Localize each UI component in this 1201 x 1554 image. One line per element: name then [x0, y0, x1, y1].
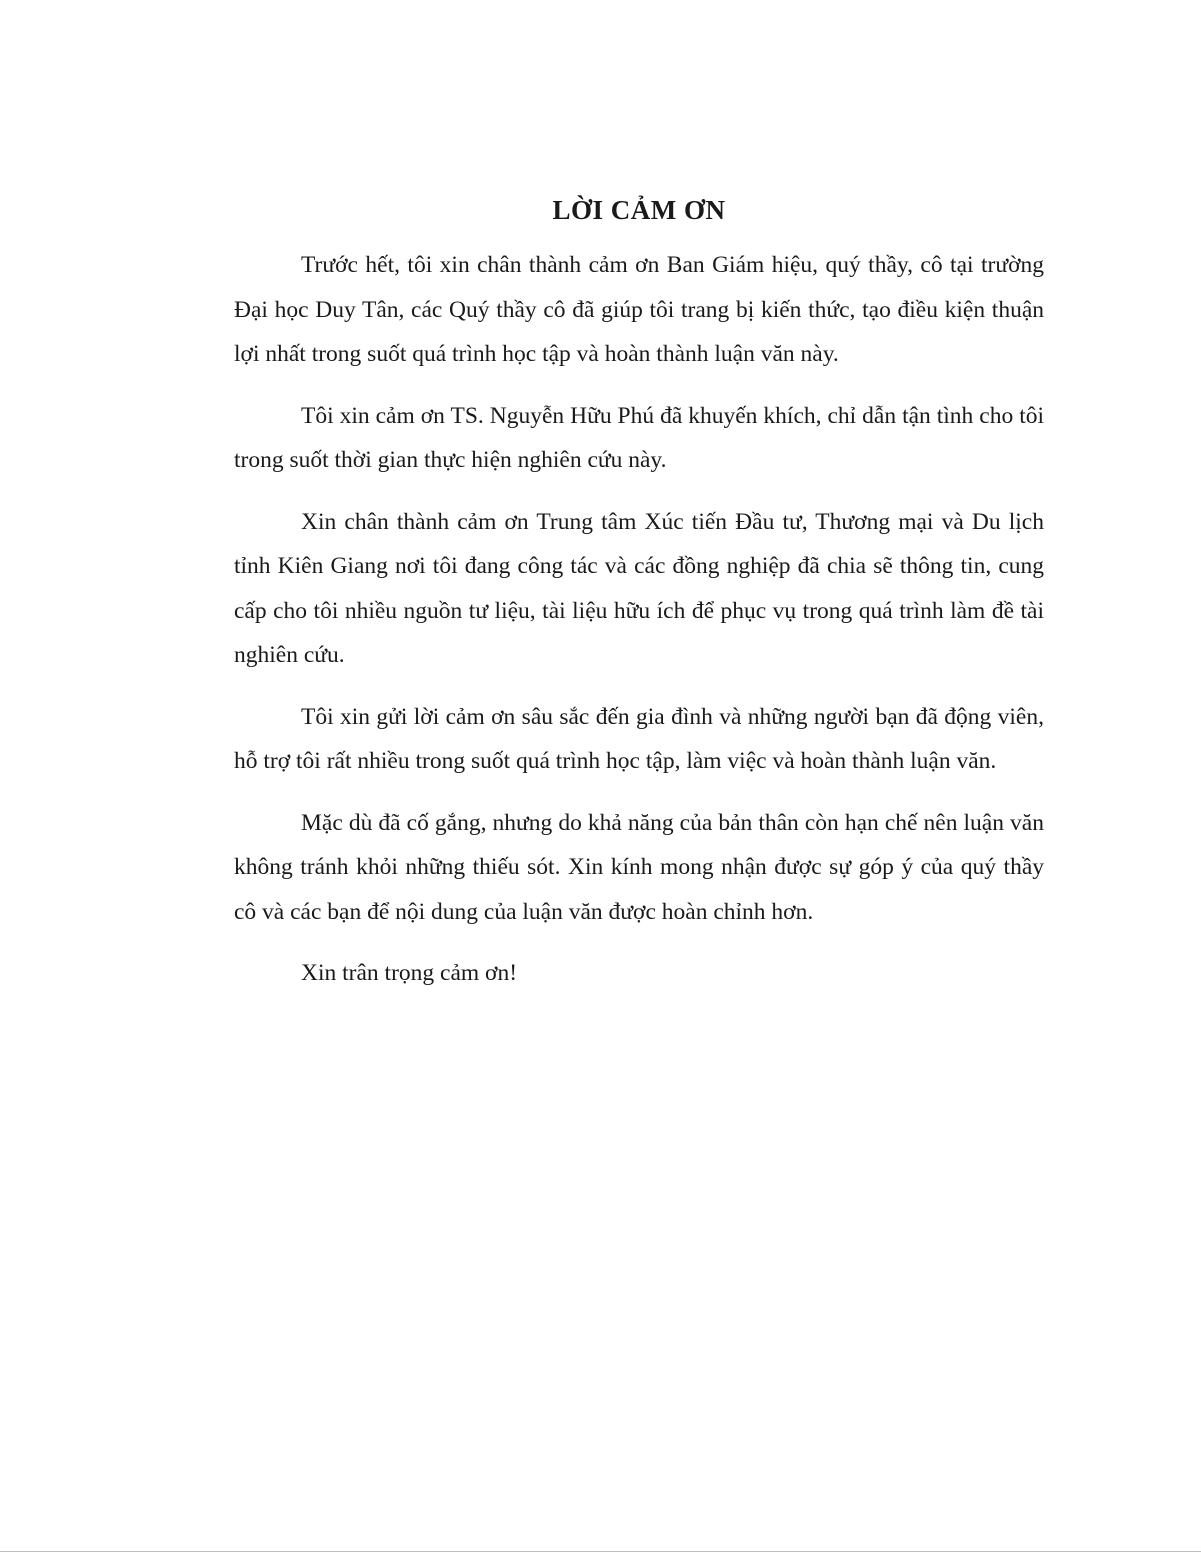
closing-line: Xin trân trọng cảm ơn!: [301, 960, 518, 986]
paragraph-2: Tôi xin cảm ơn TS. Nguyễn Hữu Phú đã khuyến khích, chỉ dẫn tận tình cho tôi trong suốt thời gian thực hiện nghiên cứu này.: [234, 402, 1044, 473]
paragraph-5: Mặc dù đã cố gắng, nhưng do khả năng của bản thân còn hạn chế nên luận văn không tránh khỏi những thiếu sót. Xin kính mong nhận được sự góp ý của quý thầy cô và các bạn để nội dung của luận văn được hoàn chỉnh hơn.: [234, 809, 1044, 925]
document-body: [234, 243, 1044, 1013]
paragraph-4: Tôi xin gửi lời cảm ơn sâu sắc đến gia đình và những người bạn đã động viên, hỗ trợ tôi rất nhiều trong suốt quá trình học tập, làm việc và hoàn thành luận văn.: [234, 703, 1044, 774]
paragraph-1: Trước hết, tôi xin chân thành cảm ơn Ban Giám hiệu, quý thầy, cô tại trường Đại học Duy Tân, các Quý thầy cô đã giúp tôi trang bị kiến thức, tạo điều kiện thuận lợi nhất trong suốt quá trình học tập và hoàn thành luận văn này.: [234, 252, 1044, 367]
page-bottom-divider: [0, 1551, 1201, 1552]
page-title: LỜI CẢM ƠN: [552, 195, 726, 225]
paragraph-3: Xin chân thành cảm ơn Trung tâm Xúc tiến Đầu tư, Thương mại và Du lịch tỉnh Kiên Giang nơi tôi đang công tác và các đồng nghiệp đã chia sẽ thông tin, cung cấp cho tôi nhiều nguồn tư liệu, tài liệu hữu ích để phục vụ trong quá trình làm đề tài nghiên cứu.: [234, 508, 1044, 668]
